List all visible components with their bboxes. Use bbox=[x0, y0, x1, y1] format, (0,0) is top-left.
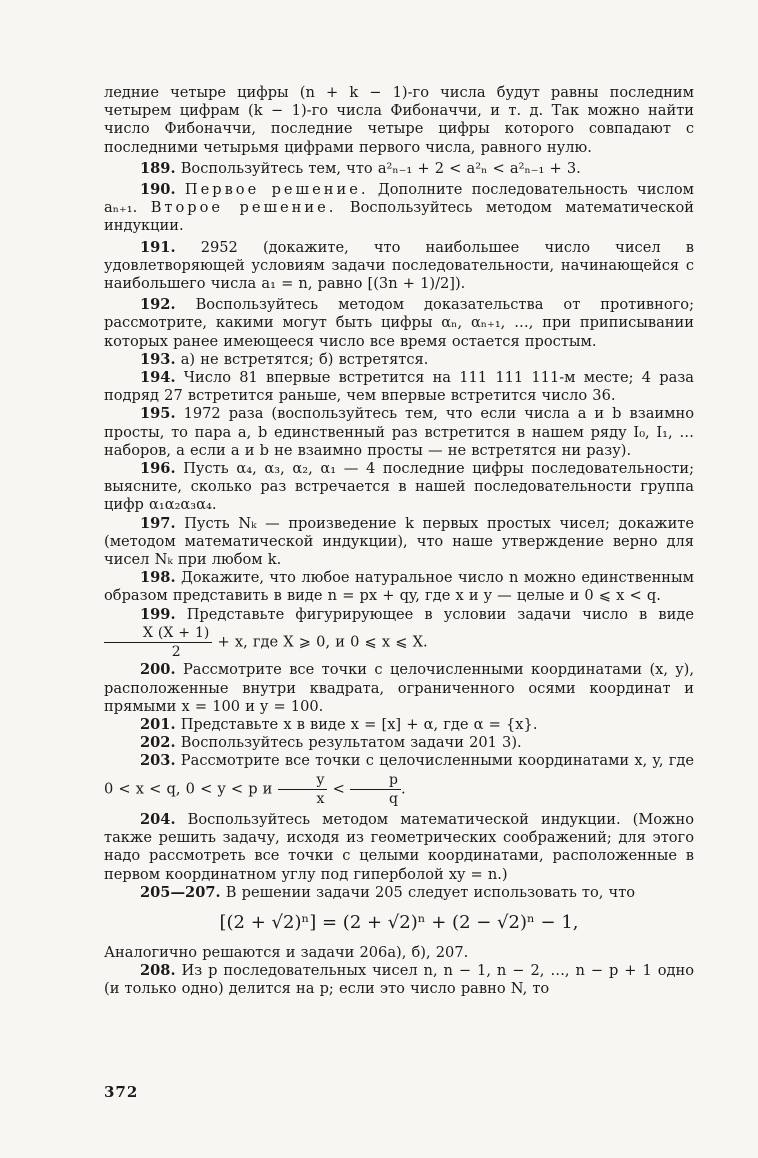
paragraph-analogous: Аналогично решаются и задачи 206а), б), 207. bbox=[104, 943, 469, 961]
answer-198: 198. Докажите, что любое натуральное число n можно единственным образом представить в виде n = px + qy, где x и y — целые и 0 ⩽ x < q. bbox=[104, 569, 694, 605]
fraction-y-over-x: $\frac{y}{x}$ bbox=[278, 771, 328, 808]
answer-194: 194. Число 81 впервые встретится на 111 111 111-м месте; 4 раза подряд 27 встретится раньше, чем впервые встретится число 36. bbox=[104, 369, 694, 405]
paragraph-continuation: ледние четыре цифры (n + k − 1)-го числа будут равны последним четырем цифрам (k − 1)-го числа Фибоначчи, и т. д. Так можно найти число Фибоначчи, последние четыре цифры которого совпадают с последними четырьмя цифрами первого числа, равного нулю. bbox=[104, 84, 694, 156]
answer-191: 191. 2952 (докажите, что наибольшее число чисел в удовлетворяющей условиям задачи последовательности, начинающейся с наибольшего числа a₁ = n, равно [(3n + 1)/2]). bbox=[104, 238, 694, 293]
answer-204: 204. Воспользуйтесь методом математической индукции. (Можно также решить задачу, исходя из геометрических соображений; для этого надо рассмотреть все точки с целыми координатами, расположенные в первом координатном углу под гиперболой xy = n.) bbox=[104, 810, 695, 883]
answer-195: 195. 1972 раза (воспользуйтесь тем, что если числа a и b взаимно просты, то пара a, b единственный раз встретится в нашем ряду I₀, I₁, … наборов, а если a и b не взаимно просты — не встретятся ни разу). bbox=[104, 405, 694, 459]
answer-197: 197. Пусть Nₖ — произведение k первых простых чисел; докажите (методом математической индукции), что наше утверждение верно для чисел Nₖ при любом k. bbox=[104, 514, 695, 569]
answer-203: 203. Рассмотрите все точки с целочисленными координатами x, y, где 0 < x < q, 0 < y < p и $\frac{y}{x}$ < $\frac{p}{q}$ . bbox=[104, 752, 694, 807]
answer-200: 200. Рассмотрите все точки с целочисленными координатами (x, y), расположенные внутри квадрата, ограниченного осями координат и прямыми x = 100 и y = 100. bbox=[104, 661, 695, 715]
answer-196: 196. Пусть α₄, α₃, α₂, α₁ — 4 последние цифры последовательности; выясните, сколько раз встречается в нашей последовательности группа цифр α₁α₂α₃α₄. bbox=[104, 460, 694, 514]
answer-189: 189. Воспользуйтесь тем, что a²ₙ₋₁ + 2 < a²ₙ < a²ₙ₋₁ + 3. bbox=[140, 159, 581, 177]
answer-190: 190. Первое решение. Дополните последовательность числом aₙ₊₁. Второе решение. Воспользуйтесь методом математической индукции. bbox=[104, 181, 695, 235]
answer-205-207: 205—207. В решении задачи 205 следует использовать то, что bbox=[140, 883, 636, 901]
answer-192: 192. Воспользуйтесь методом доказательства от противного; рассмотрите, какими могут быть цифры αₙ, αₙ₊₁, …, при приписывании которых ранее имеющееся число все время остается простым. bbox=[104, 296, 695, 350]
fraction-p-over-q: $\frac{p}{q}$ bbox=[350, 771, 401, 808]
page-number: 372 bbox=[104, 1083, 139, 1101]
fraction: $\frac{X (X + 1)}{2}$ bbox=[104, 624, 212, 661]
answer-199: 199. Представьте фигурирующее в условии задачи число в виде $\frac{X (X + 1)}{2}$ + x, где X ⩾ 0, и 0 ⩽ x ⩽ X. bbox=[104, 606, 694, 662]
answer-208: 208. Из p последовательных чисел n, n − 1, n − 2, …, n − p + 1 одно (и только одно) делится на p; если это число равно N, то bbox=[104, 962, 694, 998]
answer-202: 202. Воспользуйтесь результатом задачи 201 3). bbox=[140, 734, 522, 752]
answer-201: 201. Представьте x в виде x = [x] + α, где α = {x}. bbox=[140, 715, 538, 733]
display-formula: [(2 + √2)ⁿ] = (2 + √2)ⁿ + (2 − √2)ⁿ − 1, bbox=[219, 911, 579, 933]
answer-193: 193. а) не встретятся; б) встретятся. bbox=[140, 350, 429, 368]
